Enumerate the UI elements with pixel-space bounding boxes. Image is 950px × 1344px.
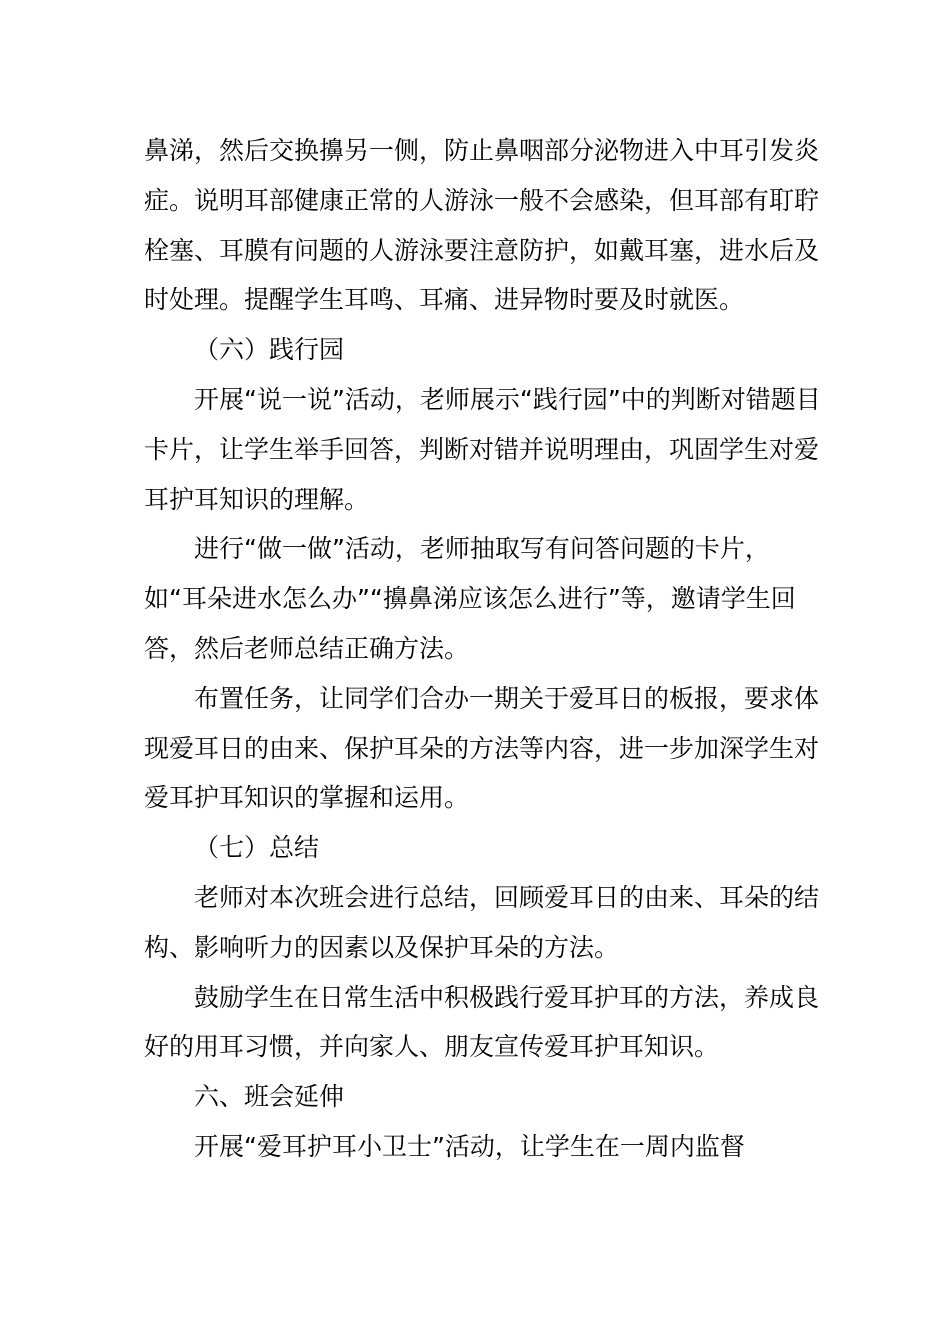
- paragraph-encourage: 鼓励学生在日常生活中积极践行爱耳护耳的方法，养成良好的用耳习惯，并向家人、朋友宣传爱耳护耳知识。: [144, 982, 820, 1062]
- paragraph-assignment: 布置任务，让同学们合办一期关于爱耳日的板报，要求体现爱耳日的由来、保护耳朵的方法等内容，进一步加深学生对爱耳护耳知识的掌握和运用。: [144, 683, 820, 813]
- paragraph-extension-activity: 开展“爱耳护耳小卫士”活动，让学生在一周内监督: [194, 1131, 745, 1161]
- paragraph-do-activity: 进行“做一做”活动，老师抽取写有问答问题的卡片，如“耳朵进水怎么办”“擤鼻涕应该怎么进行”等，邀请学生回答，然后老师总结正确方法。: [144, 534, 796, 663]
- section-heading-seven-summary: （七）总结: [194, 833, 320, 863]
- paragraph-continued: 鼻涕，然后交换擤另一侧，防止鼻咽部分泌物进入中耳引发炎症。说明耳部健康正常的人游泳一般不会感染，但耳部有耵聍栓塞、耳膜有问题的人游泳要注意防护，如戴耳塞，进水后及时处理。提醒学生耳鸣、耳痛、进异物时要及时就医。: [144, 136, 820, 315]
- paragraph-summary: 老师对本次班会进行总结，回顾爱耳日的由来、耳朵的结构、影响听力的因素以及保护耳朵的方法。: [144, 882, 820, 962]
- paragraph-say-activity: 开展“说一说”活动，老师展示“践行园”中的判断对错题目卡片，让学生举手回答，判断对错并说明理由，巩固学生对爱耳护耳知识的理解。: [144, 384, 821, 514]
- section-heading-six-practice: （六）践行园: [194, 335, 345, 365]
- section-heading-extension: 六、班会延伸: [194, 1082, 345, 1112]
- document-body: [144, 126, 824, 1172]
